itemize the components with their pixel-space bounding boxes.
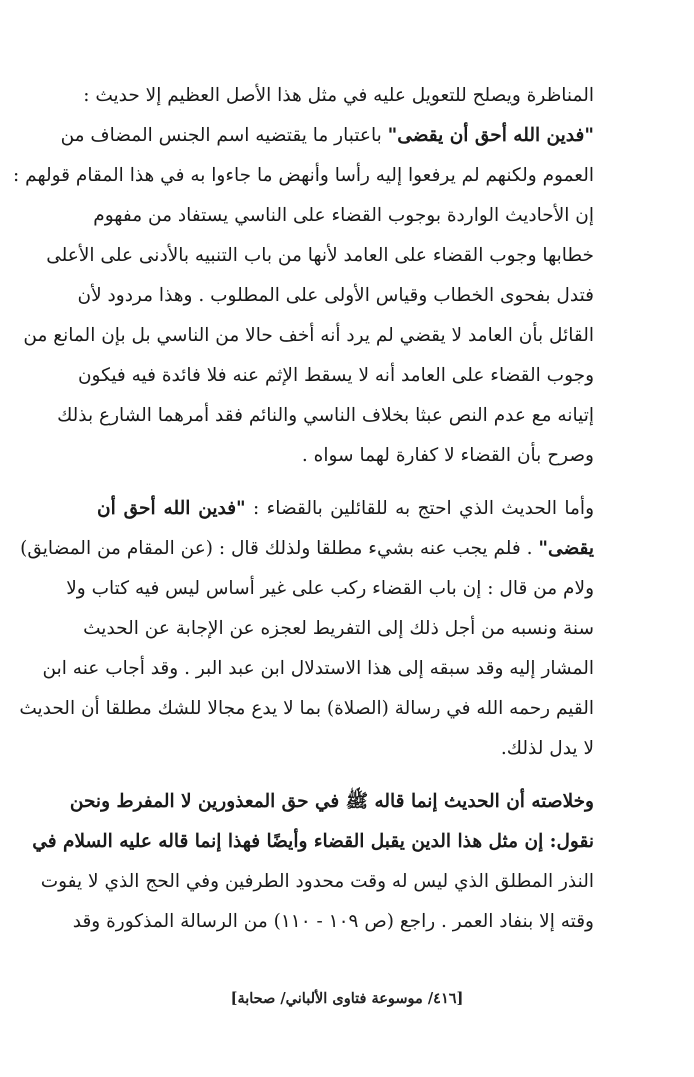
- text-line-16: القيم رحمه الله في رسالة (الصلاة) بما لا يدع مجالا للشك مطلقا أن الحديث: [19, 698, 594, 719]
- text-line-17: لا يدل لذلك.: [500, 738, 594, 759]
- text-line-2: "فدين الله أحق أن يقضى" باعتبار ما يقتضيه اسم الجنس المضاف من: [60, 125, 594, 146]
- text-line-7: القائل بأن العامد لا يقضي لم يرد أنه أخف حالا من الناسي بل بإن المانع من: [23, 325, 594, 346]
- text-line-9: إتيانه مع عدم النص عبثا بخلاف الناسي والنائم فقد أمرهما الشارع بذلك: [57, 405, 594, 426]
- text-line-18: وخلاصته أن الحديث إنما قاله ﷺ في حق المعذورين لا المفرط ونحن: [69, 791, 594, 812]
- text-line-12: يقضى" . فلم يجب عنه بشيء مطلقا ولذلك قال : (عن المقام من المضايق): [20, 538, 594, 559]
- text-line-5: خطابها وجوب القضاء على العامد لأنها من باب التنبيه بالأدنى على الأعلى: [46, 245, 594, 266]
- text-line-20: النذر المطلق الذي ليس له وقت محدود الطرفين وفي الحج الذي لا يفوت: [40, 871, 594, 892]
- text-line-1: المناظرة ويصلح للتعويل عليه في مثل هذا الأصل العظيم إلا حديث :: [83, 85, 594, 106]
- page-footer: [٤١٦/ موسوعة فتاوى الألباني/ صحابة]: [230, 990, 464, 1007]
- body-text: [13, 76, 595, 942]
- text-line-8: وجوب القضاء على العامد أنه لا يسقط الإثم عنه فلا فائدة فيه فيكون: [77, 365, 594, 386]
- text-line-3: العموم ولكنهم لم يرفعوا إليه رأسا وأنهض ما جاءوا به في هذا المقام قولهم :: [13, 165, 594, 186]
- text-line-6: فتدل بفحوى الخطاب وقياس الأولى على المطلوب . وهذا مردود لأن: [77, 285, 594, 306]
- text-line-15: المشار إليه وقد سبقه إلى هذا الاستدلال ابن عبد البر . وقد أجاب عنه ابن: [42, 658, 594, 679]
- text-line-14: سنة ونسبه من أجل ذلك إلى التفريط لعجزه عن الإجابة عن الحديث: [83, 618, 594, 639]
- text-line-10: وصرح بأن القضاء لا كفارة لهما سواه .: [301, 445, 594, 466]
- text-line-21: وقته إلا بنفاد العمر . راجع (ص ١٠٩ - ١١٠) من الرسالة المذكورة وقد: [72, 911, 594, 932]
- text-line-19: نقول: إن مثل هذا الدين يقبل القضاء وأيضًا فهذا إنما قاله عليه السلام في: [32, 831, 594, 852]
- text-line-13: ولام من قال : إن باب القضاء ركب على غير أساس ليس فيه كتاب ولا: [66, 578, 594, 599]
- text-line-4: إن الأحاديث الواردة بوجوب القضاء على الناسي يستفاد من مفهوم: [93, 205, 594, 226]
- text-line-11: وأما الحديث الذي احتج به للقائلين بالقضاء : "فدين الله أحق أن: [97, 498, 595, 519]
